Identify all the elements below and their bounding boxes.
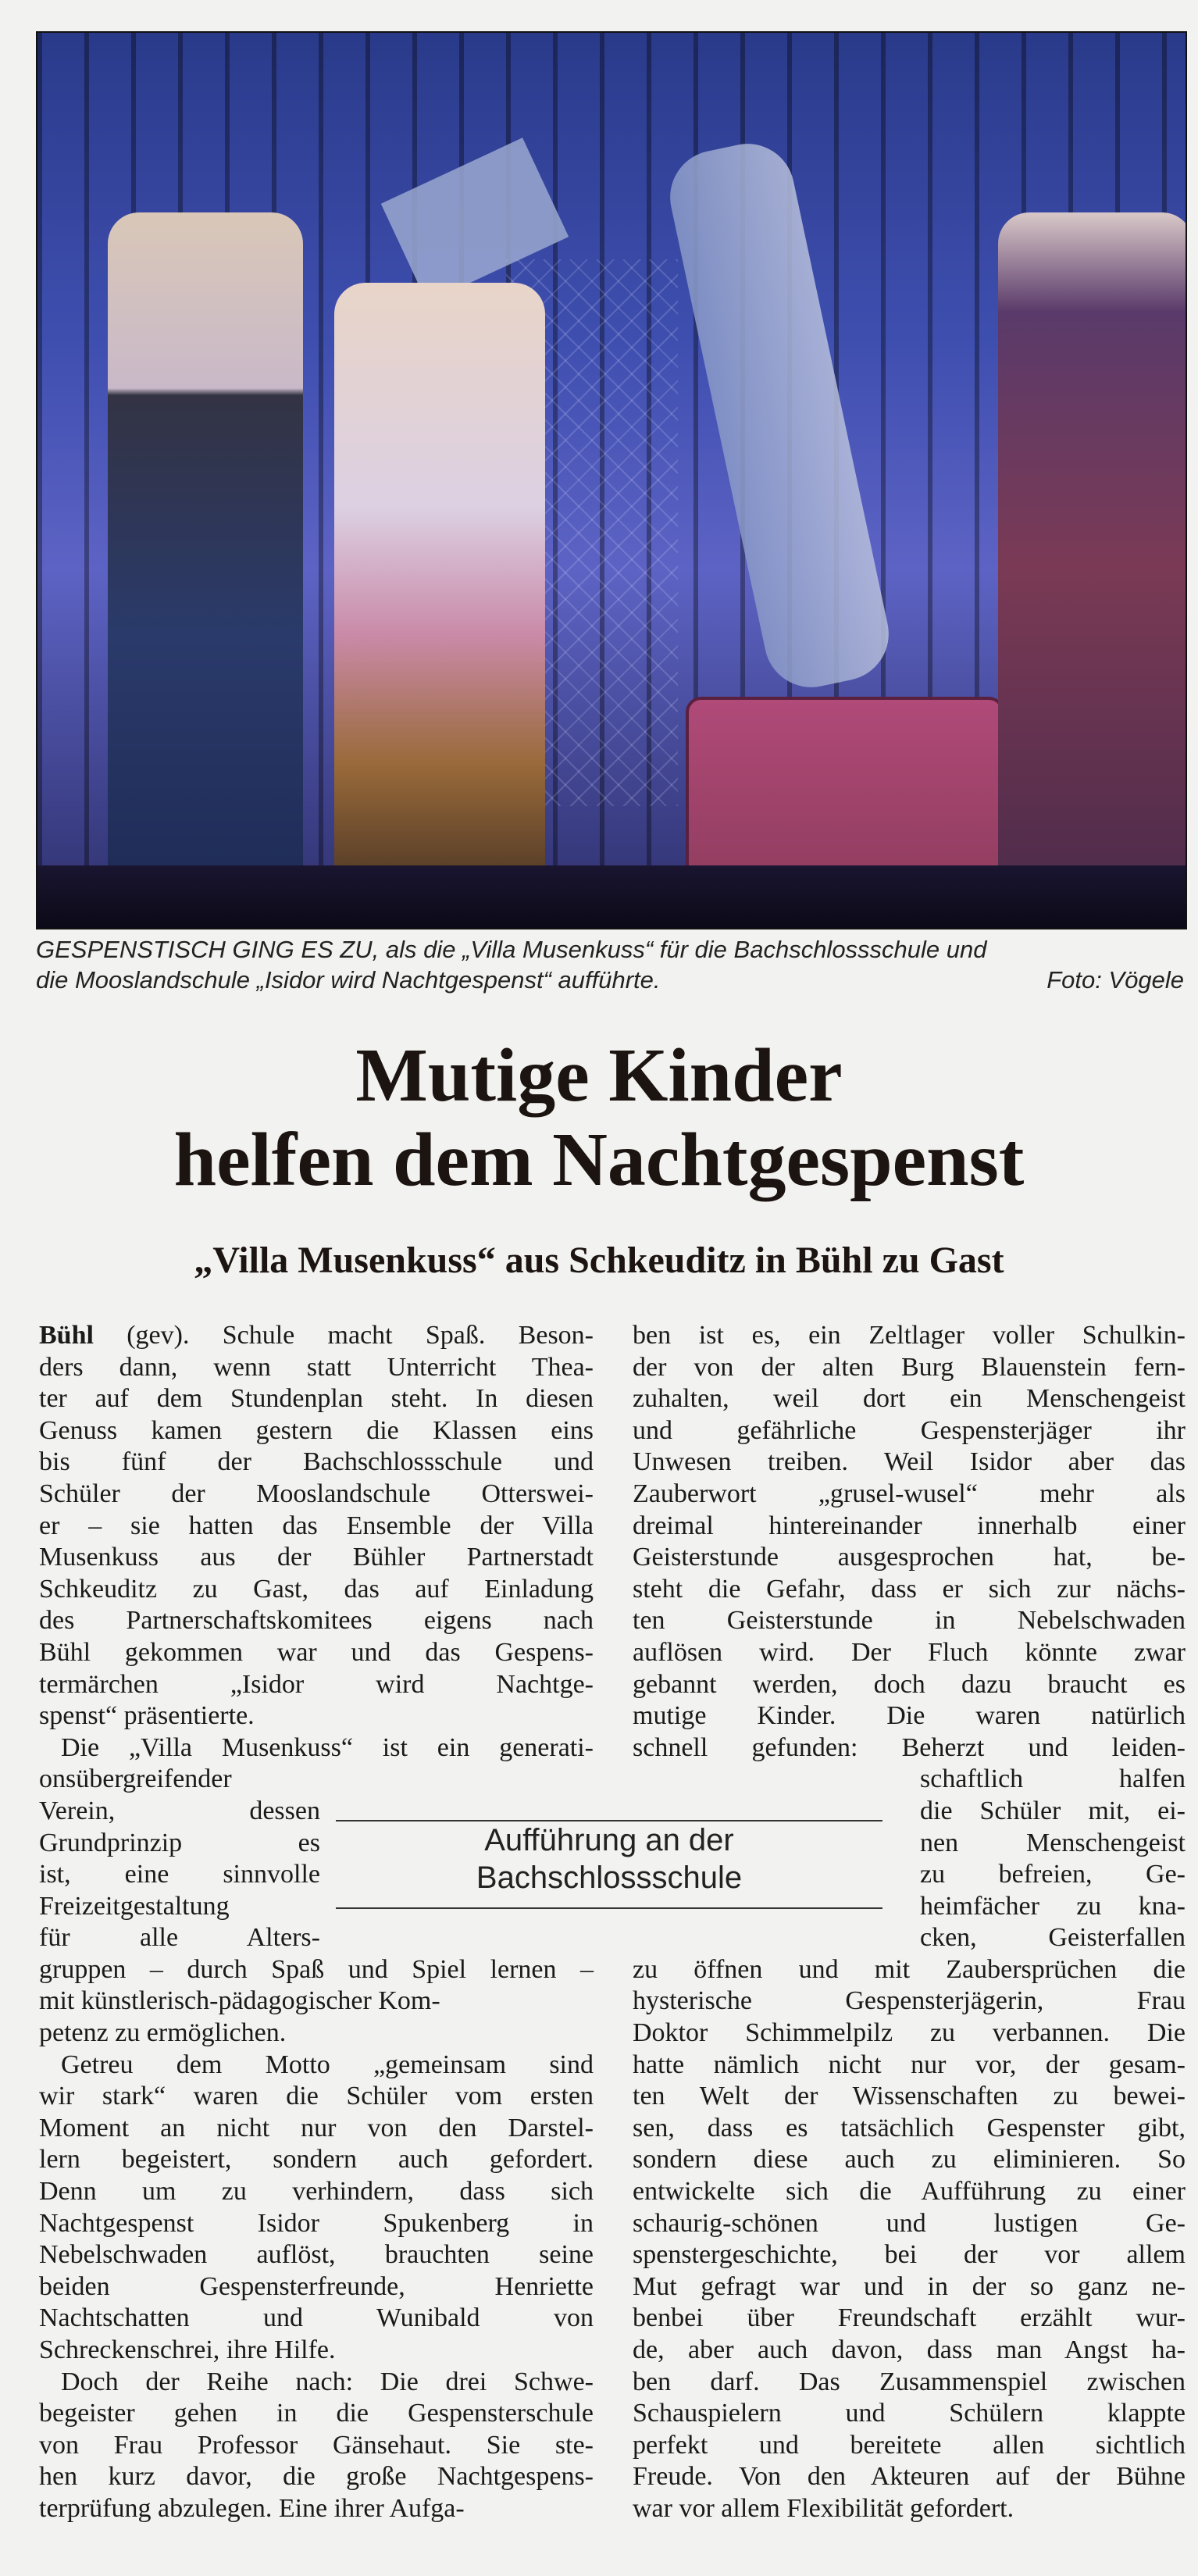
article-line: beiden Gespensterfreunde, Henriette xyxy=(39,2271,594,2301)
article-line: onsübergreifender xyxy=(39,1764,232,1794)
article-line: zu befreien, Ge- xyxy=(920,1860,1186,1889)
article-line: die Schüler mit, ei- xyxy=(920,1796,1186,1825)
article-line: de, aber auch davon, dass man Angst ha- xyxy=(633,2335,1186,2364)
article-line: cken, Geisterfallen xyxy=(920,1923,1186,1953)
pullquote xyxy=(336,1820,882,1909)
article-line: Bühl (gev). Schule macht Spaß. Beson- xyxy=(39,1321,594,1350)
article-line: gruppen – durch Spaß und Spiel lernen – xyxy=(39,1954,594,1984)
article-line: begeister gehen in die Gespensterschule xyxy=(39,2399,594,2428)
article-line: ten Welt der Wissenschaften zu bewei- xyxy=(633,2082,1186,2111)
article-line: Verein, dessen xyxy=(39,1796,320,1825)
article-line: ist, eine sinnvolle xyxy=(39,1860,320,1889)
article-line: benbei über Freundschaft erzählt wur- xyxy=(633,2303,1186,2333)
article-line: nen Menschengeist xyxy=(920,1828,1186,1857)
actress-center xyxy=(334,283,545,923)
article-line: Schkeuditz zu Gast, das auf Einladung xyxy=(39,1574,594,1604)
article-line: termärchen „Isidor wird Nachtge- xyxy=(39,1669,594,1699)
actor-left xyxy=(108,212,303,915)
pullquote-line-1: Aufführung an der xyxy=(484,1823,734,1857)
article-line: ben darf. Das Zusammenspiel zwischen xyxy=(633,2367,1186,2396)
article-line: Denn um zu verhindern, dass sich xyxy=(39,2177,594,2207)
headline-line-2: helfen dem Nachtgespenst xyxy=(173,1118,1025,1202)
article-line: perfekt und bereitete allen sichtlich xyxy=(633,2430,1186,2460)
article-line: Grundprinzip es xyxy=(39,1828,320,1857)
caption-text-2: die Mooslandschule „Isidor wird Nachtgespenst“ aufführte. xyxy=(36,966,661,994)
article-line: terprüfung abzulegen. Eine ihrer Aufga- xyxy=(39,2493,465,2523)
article-line: sondern diese auch zu eliminieren. So xyxy=(633,2145,1186,2175)
actor-right xyxy=(998,212,1187,923)
article-line: Freude. Von den Akteuren auf der Bühne xyxy=(633,2462,1186,2492)
article-line: Musenkuss aus der Bühler Partnerstadt xyxy=(39,1543,594,1572)
stage-photo xyxy=(36,31,1187,929)
headline-line-1: Mutige Kinder xyxy=(355,1033,843,1118)
article-line: ders dann, wenn statt Unterricht Thea- xyxy=(39,1352,594,1382)
article-line: von Frau Professor Gänsehaut. Sie ste- xyxy=(39,2430,594,2460)
stage-floor xyxy=(37,865,1186,928)
article-line: dreimal hintereinander innerhalb einer xyxy=(633,1511,1186,1540)
article-line: schnell gefunden: Beherzt und leiden- xyxy=(633,1732,1186,1762)
article-line: Schüler der Mooslandschule Otterswei- xyxy=(39,1479,594,1508)
article-line: Mut gefragt war und in der so ganz ne- xyxy=(633,2271,1186,2301)
article-column-right xyxy=(633,1320,1186,2525)
pullquote-line-2: Bachschlossschule xyxy=(476,1861,743,1895)
article-line: hen kurz davor, die große Nachtgespens- xyxy=(39,2462,594,2492)
article-line: steht die Gefahr, dass er sich zur nächs- xyxy=(633,1574,1186,1604)
caption-lead: GESPENSTISCH GING ES ZU, xyxy=(36,936,380,963)
article-line: und gefährliche Gespensterjäger ihr xyxy=(633,1415,1186,1445)
article-line: schaftlich halfen xyxy=(920,1764,1186,1794)
article-line: Bühl gekommen war und das Gespens- xyxy=(39,1637,594,1667)
article-line: Unwesen treiben. Weil Isidor aber das xyxy=(633,1447,1186,1477)
article-line: gebannt werden, doch dazu braucht es xyxy=(633,1669,1186,1699)
article-column-left xyxy=(39,1320,594,2525)
article-line: auflösen wird. Der Fluch könnte zwar xyxy=(633,1637,1186,1667)
article-line: ter auf dem Stundenplan steht. In diesen xyxy=(39,1384,594,1414)
article-line: Getreu dem Motto „gemeinsam sind xyxy=(61,2050,594,2079)
article-line: wir stark“ waren die Schüler vom ersten xyxy=(39,2082,594,2111)
article-line: Moment an nicht nur von den Darstel- xyxy=(39,2113,594,2143)
caption-text-1: als die „Villa Musenkuss“ für die Bachschlossschule und xyxy=(379,936,987,963)
article-line: spenstergeschichte, bei der vor allem xyxy=(633,2240,1186,2270)
article-line: ten Geisterstunde in Nebelschwaden xyxy=(633,1606,1186,1636)
article-line: mutige Kinder. Die waren natürlich xyxy=(633,1701,1186,1731)
article-line: Nachtgespenst Isidor Spukenberg in xyxy=(39,2208,594,2238)
article-line: spenst“ präsentierte. xyxy=(39,1701,255,1731)
article-line: er – sie hatten das Ensemble der Villa xyxy=(39,1511,594,1540)
article-line: heimfächer zu kna- xyxy=(920,1891,1186,1921)
article-line: schaurig-schönen und lustigen Ge- xyxy=(633,2208,1186,2238)
article-line: Doktor Schimmelpilz zu verbannen. Die xyxy=(633,2018,1186,2048)
article-line: zuhalten, weil dort ein Menschengeist xyxy=(633,1384,1186,1414)
article-line: Schauspielern und Schülern klappte xyxy=(633,2399,1186,2428)
article-line: Nebelschwaden auflöst, brauchten seine xyxy=(39,2240,594,2270)
article-line: Schreckenschrei, ihre Hilfe. xyxy=(39,2335,336,2364)
article-line: Freizeitgestaltung xyxy=(39,1891,230,1921)
article-line: Geisterstunde ausgesprochen hat, be- xyxy=(633,1543,1186,1572)
article-line: ben ist es, ein Zeltlager voller Schulkin- xyxy=(633,1321,1186,1350)
article-line: der von der alten Burg Blauenstein fern- xyxy=(633,1352,1186,1382)
photo-credit: Foto: Vögele xyxy=(1046,966,1184,994)
article-line: lern begeistert, sondern auch gefordert. xyxy=(39,2145,594,2175)
article-line: Die „Villa Musenkuss“ ist ein generati- xyxy=(61,1732,594,1762)
article-line: Nachtschatten und Wunibald von xyxy=(39,2303,594,2333)
article-line: bis fünf der Bachschlossschule und xyxy=(39,1447,594,1477)
article-line: sen, dass es tatsächlich Gespenster gibt, xyxy=(633,2113,1186,2143)
photo-caption xyxy=(36,934,1184,995)
article-line: mit künstlerisch-pädagogischer Kom- xyxy=(39,1986,440,2016)
subheadline: „Villa Musenkuss“ aus Schkeuditz in Bühl zu Gast xyxy=(194,1240,1004,1281)
article-line: für alle Alters- xyxy=(39,1923,320,1953)
article-line: des Partnerschaftskomitees eigens nach xyxy=(39,1606,594,1636)
article-line: hatte nämlich nicht nur vor, der gesam- xyxy=(633,2050,1186,2079)
article-line: hysterische Gespensterjägerin, Frau xyxy=(633,1986,1186,2016)
article-line: Doch der Reihe nach: Die drei Schwe- xyxy=(61,2367,594,2396)
article-line: Genuss kamen gestern die Klassen eins xyxy=(39,1415,594,1445)
article-line: war vor allem Flexibilität gefordert. xyxy=(633,2493,1014,2523)
article-line: petenz zu ermöglichen. xyxy=(39,2018,287,2048)
article-line: entwickelte sich die Aufführung zu einer xyxy=(633,2177,1186,2207)
article-line: zu öffnen und mit Zaubersprüchen die xyxy=(633,1954,1186,1984)
article-line: Zauberwort „grusel-wusel“ mehr als xyxy=(633,1479,1186,1508)
